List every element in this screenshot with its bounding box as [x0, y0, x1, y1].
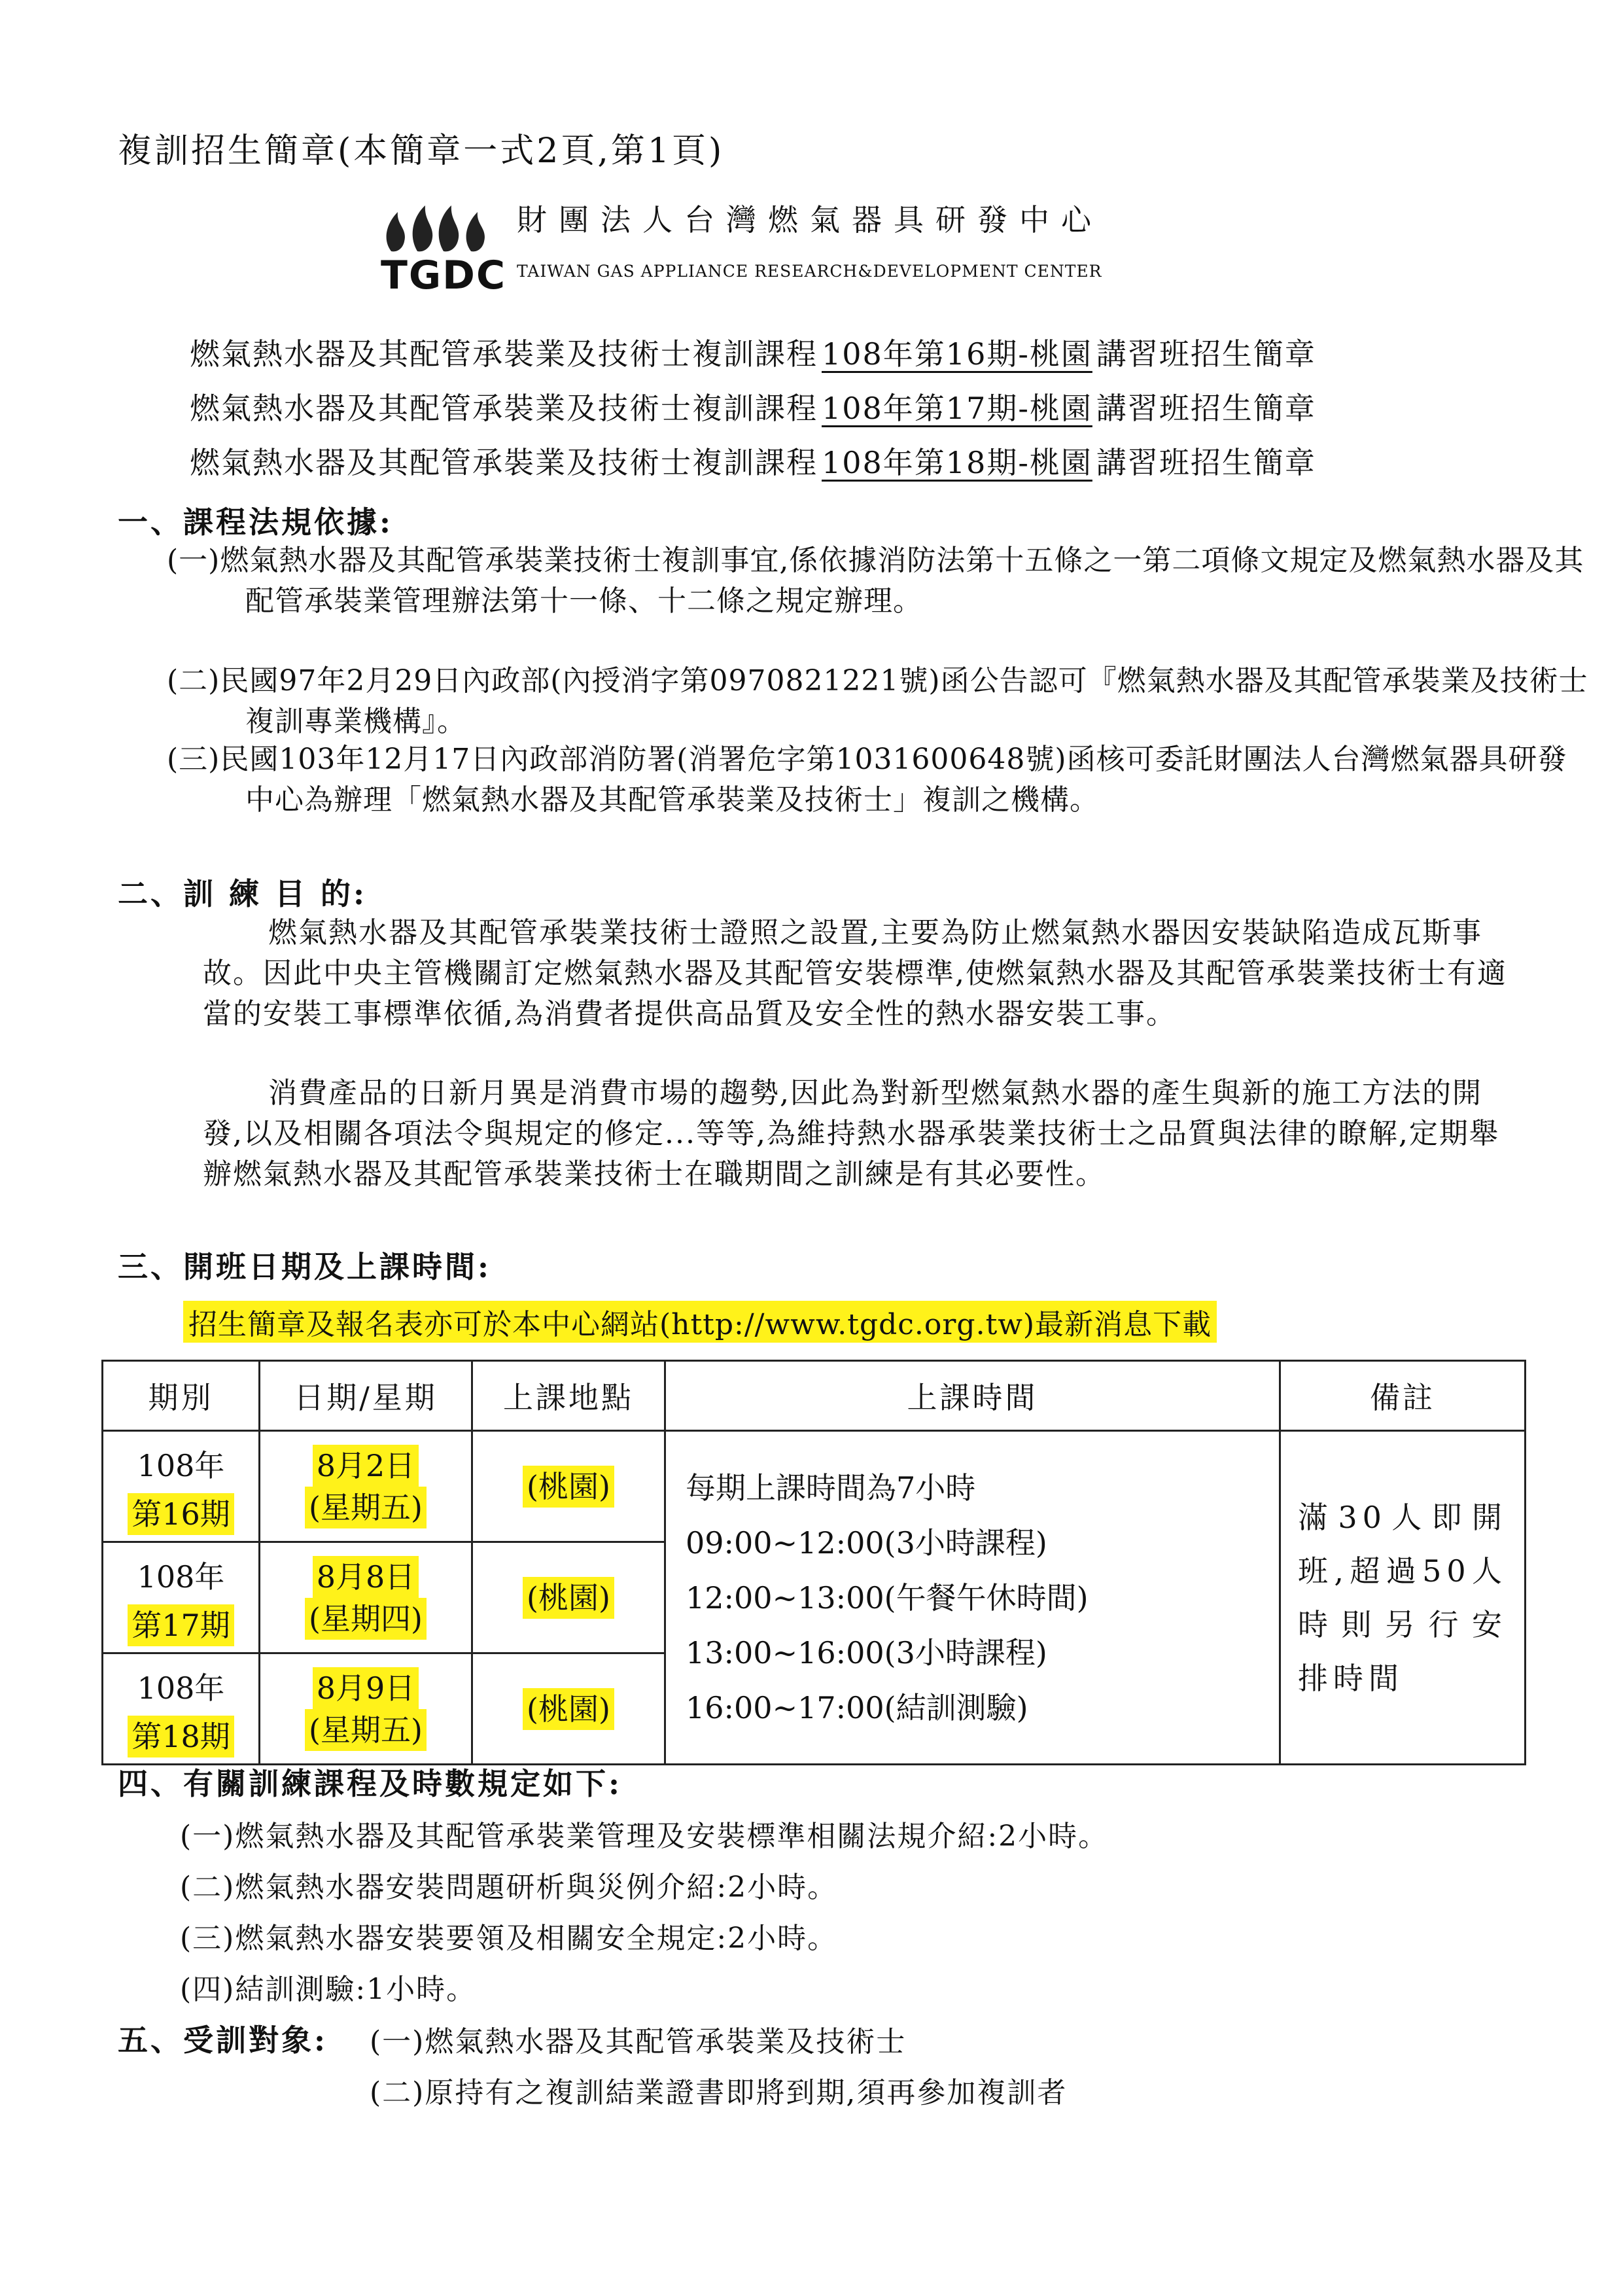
- time-cell: [665, 1431, 1280, 1765]
- header-place: 上課地點: [472, 1361, 665, 1431]
- logo-text: TGDC: [381, 253, 507, 298]
- sec4-item-1: (一)燃氣熱水器及其配管承裝業管理及安裝標準相關法規介紹:2小時。: [180, 1820, 1109, 1853]
- weekday: (星期五): [305, 1487, 427, 1528]
- date: 8月9日: [313, 1667, 419, 1709]
- sec4-item-2: (二)燃氣熱水器安裝問題研析與災例介紹:2小時。: [180, 1871, 838, 1904]
- sec1-item-3: (三)民國103年12月17日內政部消防署(消署危字第1031600648號)函核可委託財團法人台灣燃氣器具研發中心為辦理「燃氣熱水器及其配管承裝業及技術士」複訓之機構。: [167, 743, 1567, 817]
- remark-cell: 滿30人即開班,超過50人時則另行安排時間: [1280, 1431, 1526, 1765]
- time-line: 09:00~12:00(3小時課程): [686, 1525, 1047, 1561]
- place-cell: [472, 1653, 665, 1765]
- weekday: (星期四): [305, 1598, 427, 1640]
- course-session: 108年第18期-桃園: [822, 445, 1092, 480]
- section-4-title: 四、有關訓練課程及時數規定如下:: [118, 1766, 622, 1801]
- section-5-title: 五、受訓對象:: [118, 2022, 328, 2058]
- tgdc-logo: [378, 192, 507, 298]
- download-note: 招生簡章及報名表亦可於本中心網站(http://www.tgdc.org.tw)最新消息下載: [183, 1301, 1217, 1343]
- course-suffix: 講習班招生簡章: [1096, 336, 1316, 372]
- year: 108年: [137, 1670, 225, 1706]
- date-cell: [260, 1542, 472, 1653]
- period: 第18期: [128, 1716, 234, 1757]
- sec5-item-1: (一)燃氣熱水器及其配管承裝業及技術士: [370, 2025, 907, 2058]
- course-session: 108年第17期-桃園: [822, 391, 1092, 426]
- weekday: (星期五): [305, 1709, 427, 1751]
- period-cell: [103, 1542, 260, 1653]
- time-line: 16:00~17:00(結訓測驗): [686, 1689, 1028, 1725]
- date: 8月8日: [313, 1556, 419, 1598]
- section-1-title: 一、課程法規依據:: [118, 504, 393, 540]
- course-prefix: 燃氣熱水器及其配管承裝業及技術士複訓課程: [190, 391, 818, 426]
- course-line: [190, 385, 1316, 428]
- place: (桃園): [523, 1466, 614, 1508]
- course-suffix: 講習班招生簡章: [1096, 445, 1316, 480]
- place: (桃園): [523, 1688, 614, 1730]
- schedule-table: [101, 1360, 1526, 1765]
- org-name-cn: 財團法人台灣燃氣器具研發中心: [517, 202, 1103, 238]
- course-line: [190, 330, 1316, 374]
- org-name-en: TAIWAN GAS APPLIANCE RESEARCH&DEVELOPMENT CENTER: [517, 262, 1102, 281]
- sec2-paragraph-2: 消費產品的日新月異是消費市場的趨勢,因此為對新型燃氣熱水器的產生與新的施工方法的開發,以及相關各項法令與規定的修定...等等,為維持熱水器承裝業技術士之品質與法律的瞭解,定期舉辦燃氣熱水器及其配管承裝業技術士在職期間之訓練是有其必要性。: [203, 1076, 1499, 1191]
- year: 108年: [137, 1447, 225, 1483]
- course-prefix: 燃氣熱水器及其配管承裝業及技術士複訓課程: [190, 336, 818, 372]
- period-cell: [103, 1653, 260, 1765]
- time-line: 每期上課時間為7小時: [686, 1470, 976, 1506]
- course-prefix: 燃氣熱水器及其配管承裝業及技術士複訓課程: [190, 445, 818, 480]
- date-cell: [260, 1431, 472, 1542]
- section-3-title: 三、開班日期及上課時間:: [118, 1249, 491, 1284]
- sec4-item-4: (四)結訓測驗:1小時。: [180, 1973, 477, 2006]
- table-row: [103, 1431, 1526, 1542]
- sec4-item-3: (三)燃氣熱水器安裝要領及相關安全規定:2小時。: [180, 1922, 838, 1955]
- header-period: 期別: [103, 1361, 260, 1431]
- header-remark: 備註: [1280, 1361, 1526, 1431]
- header-date: 日期/星期: [260, 1361, 472, 1431]
- place-cell: [472, 1431, 665, 1542]
- year: 108年: [137, 1559, 225, 1595]
- sec2-paragraph-1: 燃氣熱水器及其配管承裝業技術士證照之設置,主要為防止燃氣熱水器因安裝缺陷造成瓦斯事故。因此中央主管機關訂定燃氣熱水器及其配管安裝標準,使燃氣熱水器及其配管承裝業技術士有適當的安裝工事標準依循,為消費者提供高品質及安全性的熱水器安裝工事。: [203, 916, 1507, 1031]
- sec1-item-1: (一)燃氣熱水器及其配管承裝業技術士複訓事宜,係依據消防法第十五條之一第二項條文規定及燃氣熱水器及其配管承裝業管理辦法第十一條、十二條之規定辦理。: [167, 544, 1584, 618]
- period-cell: [103, 1431, 260, 1542]
- section-2-title: 二、訓 練 目 的:: [118, 876, 368, 911]
- place-cell: [472, 1542, 665, 1653]
- sec5-item-2: (二)原持有之複訓結業證書即將到期,須再參加複訓者: [370, 2076, 1068, 2110]
- header-time: 上課時間: [665, 1361, 1280, 1431]
- date-cell: [260, 1653, 472, 1765]
- date: 8月2日: [313, 1445, 419, 1487]
- period: 第16期: [128, 1493, 234, 1535]
- course-session: 108年第16期-桃園: [822, 336, 1092, 372]
- time-line: 13:00~16:00(3小時課程): [686, 1634, 1047, 1670]
- period: 第17期: [128, 1604, 234, 1646]
- table-header-row: [103, 1361, 1526, 1431]
- sec1-item-2: (二)民國97年2月29日內政部(內授消字第0970821221號)函公告認可『燃氣熱水器及其配管承裝業及技術士複訓專業機構』。: [167, 664, 1588, 738]
- document-title: 複訓招生簡章(本簡章一式2頁,第1頁): [118, 132, 725, 171]
- time-line: 12:00~13:00(午餐午休時間): [686, 1580, 1089, 1616]
- course-suffix: 講習班招生簡章: [1096, 391, 1316, 426]
- place: (桃園): [523, 1577, 614, 1619]
- course-line: [190, 439, 1316, 482]
